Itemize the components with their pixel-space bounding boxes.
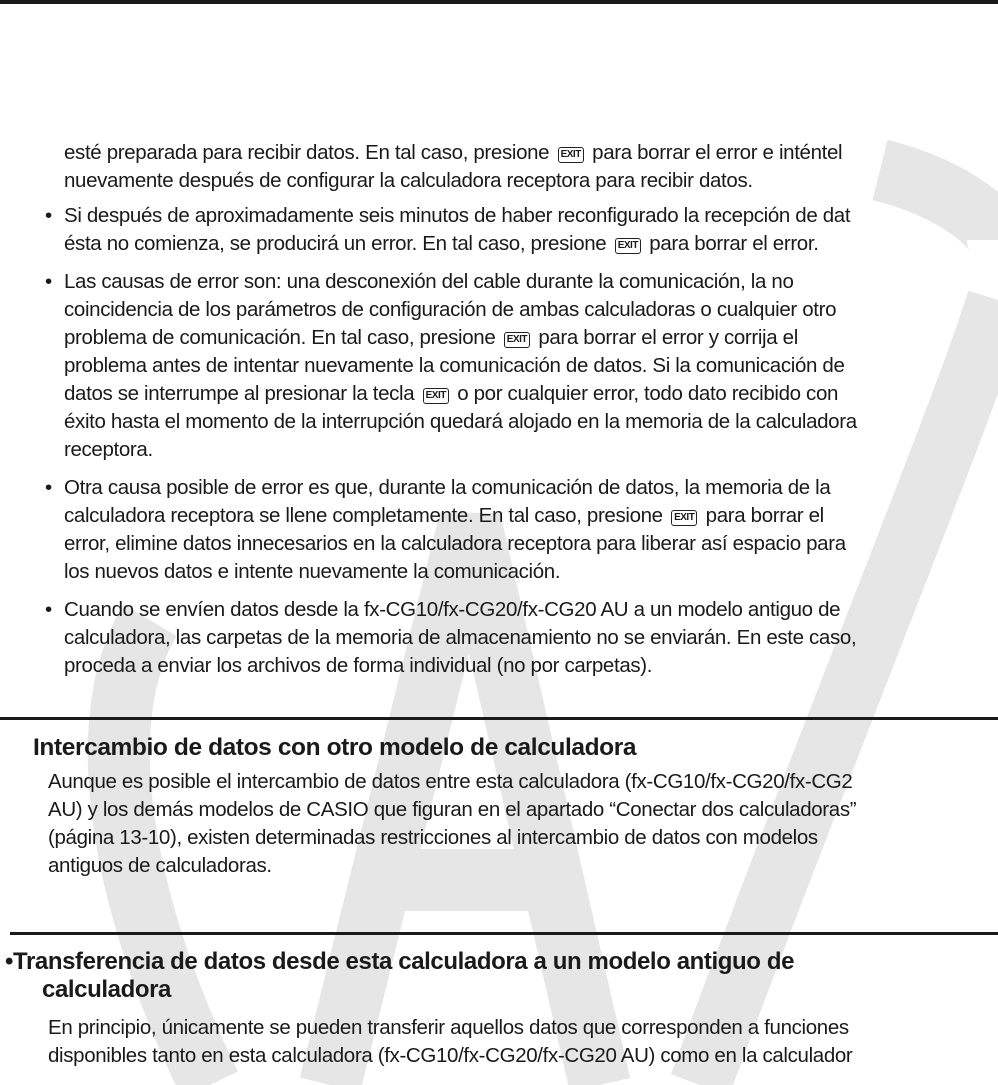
section-title: Intercambio de datos con otro modelo de calculadora bbox=[33, 734, 637, 761]
text-line bbox=[64, 530, 998, 558]
text-segment: los nuevos datos e intente nuevamente la comunicación. bbox=[64, 560, 561, 583]
bullet-list bbox=[45, 202, 998, 690]
text-line bbox=[48, 796, 998, 824]
text-segment: AU) y los demás modelos de CASIO que figuran en el apartado “Conectar dos calculadoras” bbox=[48, 798, 857, 821]
text-segment: datos se interrumpe al presionar la tecla bbox=[64, 382, 420, 405]
text-line bbox=[64, 652, 998, 680]
text-line bbox=[64, 324, 998, 352]
exit-key-icon: EXIT bbox=[615, 238, 641, 254]
subsection-divider bbox=[10, 932, 998, 935]
text-segment: Si después de aproximadamente seis minutos de haber reconfigurado la recepción de dat bbox=[64, 204, 851, 227]
bullet-item bbox=[45, 474, 998, 586]
text-segment: Aunque es posible el intercambio de datos entre esta calculadora (fx-CG10/fx-CG20/fx-CG2 bbox=[48, 770, 853, 793]
text-line bbox=[64, 268, 998, 296]
text-line bbox=[48, 768, 998, 796]
bullet-icon: • bbox=[45, 476, 52, 499]
text-segment: para borrar el error. bbox=[643, 232, 819, 255]
bullet-icon: • bbox=[45, 270, 52, 293]
bullet-icon: • bbox=[45, 204, 52, 227]
text-segment: proceda a enviar los archivos de forma individual (no por carpetas). bbox=[64, 654, 653, 677]
text-line bbox=[64, 408, 998, 436]
text-segment: receptora. bbox=[64, 438, 153, 461]
text-line bbox=[64, 167, 998, 195]
text-segment: esté preparada para recibir datos. En tal caso, presione bbox=[64, 141, 555, 164]
text-segment: para borrar el error y corrija el bbox=[532, 326, 798, 349]
text-line bbox=[64, 296, 998, 324]
text-segment: problema antes de intentar nuevamente la comunicación de datos. Si la comunicación de bbox=[64, 354, 845, 377]
text-line bbox=[64, 202, 998, 230]
text-segment: disponibles tanto en esta calculadora (fx-CG10/fx-CG20/fx-CG20 AU) como en la calculador bbox=[48, 1044, 853, 1067]
exit-key-icon: EXIT bbox=[558, 147, 584, 163]
bullet-item bbox=[45, 268, 998, 464]
exit-key-icon: EXIT bbox=[423, 388, 449, 404]
text-segment: Cuando se envíen datos desde la fx-CG10/fx-CG20/fx-CG20 AU a un modelo antiguo de bbox=[64, 598, 841, 621]
subsection-bullet: • bbox=[5, 948, 14, 975]
text-line bbox=[48, 852, 998, 880]
text-segment: o por cualquier error, todo dato recibido con bbox=[451, 382, 839, 405]
subsection-title-line1: Transferencia de datos desde esta calculadora a un modelo antiguo de bbox=[13, 948, 795, 975]
text-line bbox=[48, 1014, 998, 1042]
text-segment: problema de comunicación. En tal caso, presione bbox=[64, 326, 501, 349]
text-segment: coincidencia de los parámetros de configuración de ambas calculadoras o cualquier otro bbox=[64, 298, 837, 321]
text-segment: ésta no comienza, se producirá un error. En tal caso, presione bbox=[64, 232, 612, 255]
text-line bbox=[64, 230, 998, 258]
top-border bbox=[0, 0, 998, 4]
intro-paragraph bbox=[64, 139, 998, 195]
text-line bbox=[48, 824, 998, 852]
text-segment: antiguos de calculadoras. bbox=[48, 854, 272, 877]
text-line bbox=[64, 139, 998, 167]
exit-key-icon: EXIT bbox=[504, 332, 530, 348]
subsection-title-line2: calculadora bbox=[42, 976, 171, 1003]
text-segment: para borrar el bbox=[700, 504, 824, 527]
text-segment: (página 13-10), existen determinadas restricciones al intercambio de datos con modelos bbox=[48, 826, 818, 849]
bullet-icon: • bbox=[45, 598, 52, 621]
bullet-item bbox=[45, 202, 998, 258]
text-line bbox=[64, 624, 998, 652]
section-paragraph bbox=[48, 768, 998, 880]
text-line bbox=[64, 558, 998, 586]
text-segment: nuevamente después de configurar la calculadora receptora para recibir datos. bbox=[64, 169, 753, 192]
text-segment: error, elimine datos innecesarios en la calculadora receptora para liberar así espacio para bbox=[64, 532, 846, 555]
exit-key-icon: EXIT bbox=[671, 510, 697, 526]
text-segment: calculadora, las carpetas de la memoria de almacenamiento no se enviarán. En este caso, bbox=[64, 626, 857, 649]
text-segment: En principio, únicamente se pueden transferir aquellos datos que corresponden a funciones bbox=[48, 1016, 849, 1039]
text-line bbox=[64, 380, 998, 408]
text-line bbox=[48, 1042, 998, 1070]
section-divider bbox=[0, 717, 998, 720]
text-segment: calculadora receptora se llene completamente. En tal caso, presione bbox=[64, 504, 669, 527]
text-segment: para borrar el error e inténtel bbox=[586, 141, 843, 164]
text-segment: Las causas de error son: una desconexión del cable durante la comunicación, la no bbox=[64, 270, 794, 293]
text-line bbox=[64, 596, 998, 624]
text-segment: Otra causa posible de error es que, durante la comunicación de datos, la memoria de la bbox=[64, 476, 831, 499]
text-segment: éxito hasta el momento de la interrupción quedará alojado en la memoria de la calculadora bbox=[64, 410, 857, 433]
subsection-paragraph bbox=[48, 1014, 998, 1070]
text-line bbox=[64, 352, 998, 380]
text-line bbox=[64, 474, 998, 502]
bullet-item bbox=[45, 596, 998, 680]
subsection-title bbox=[5, 948, 794, 1004]
text-line bbox=[64, 502, 998, 530]
text-line bbox=[64, 436, 998, 464]
